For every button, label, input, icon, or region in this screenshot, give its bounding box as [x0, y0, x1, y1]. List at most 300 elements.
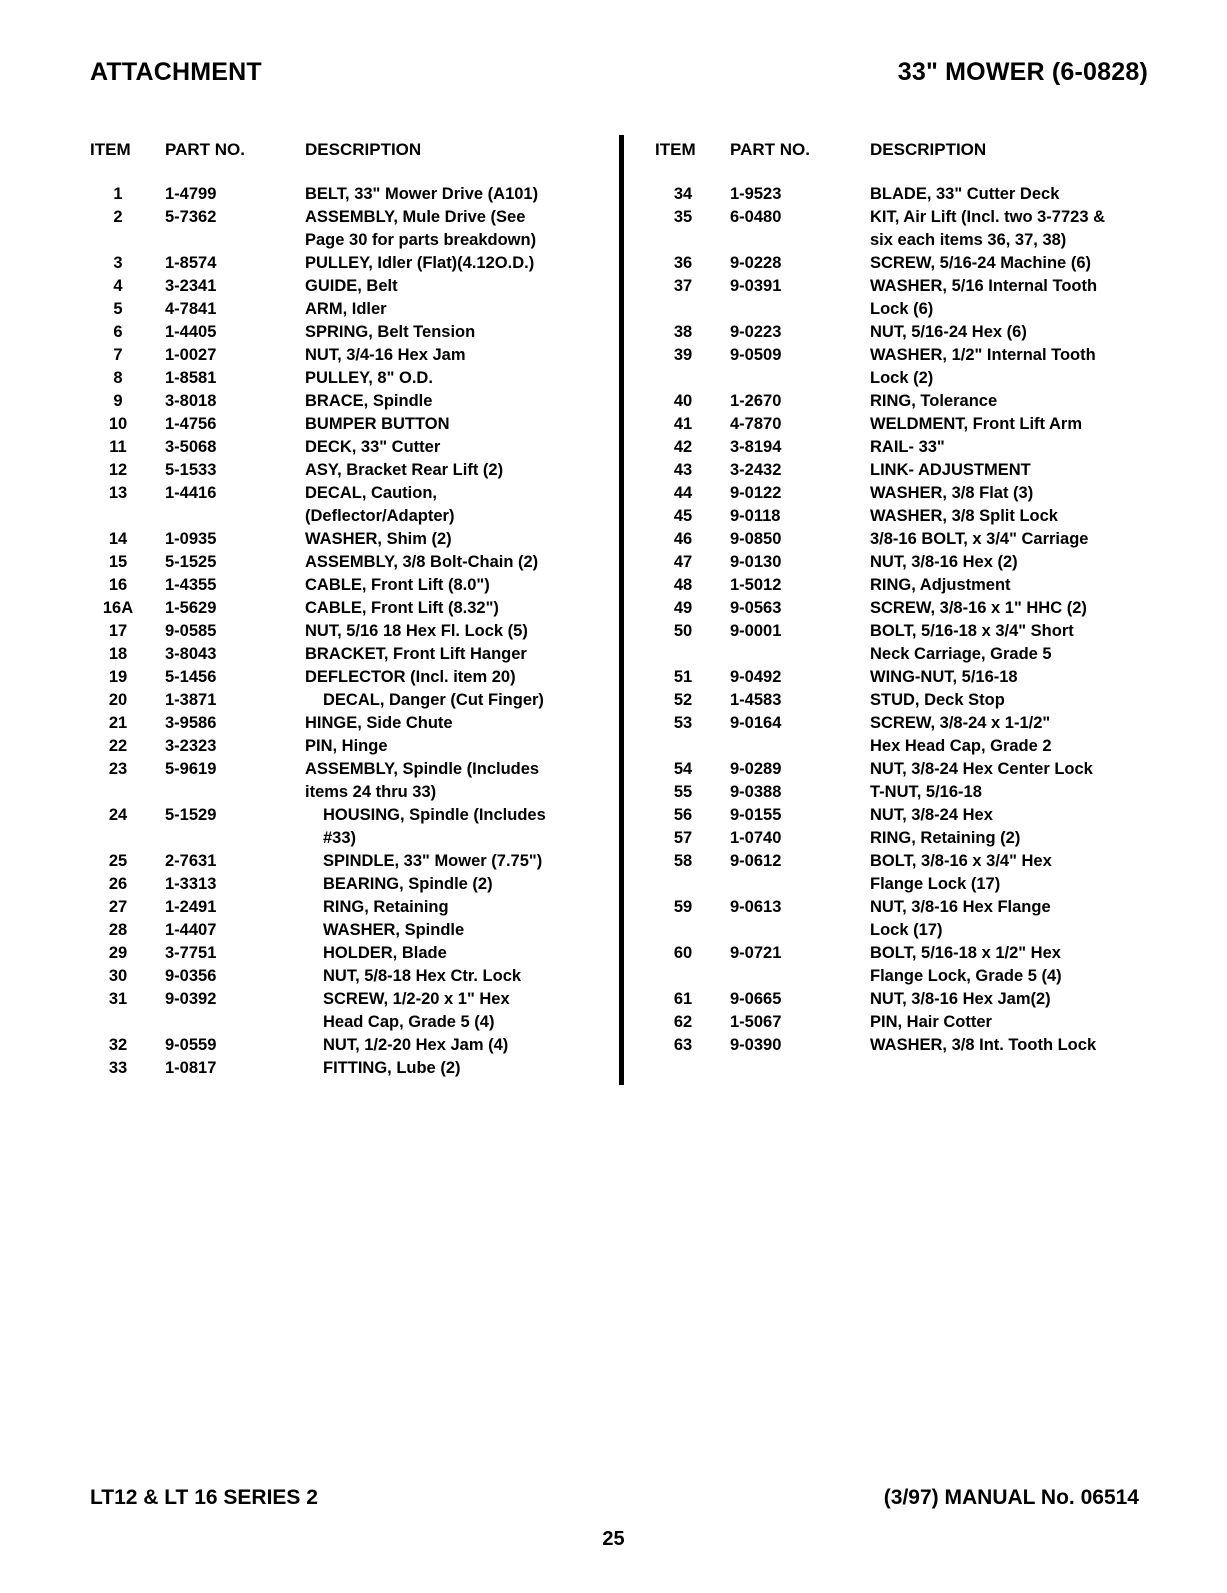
part-number-cell: 1-0817	[165, 1059, 217, 1077]
item-number-cell: 16	[108, 576, 128, 594]
description-cell	[305, 390, 595, 413]
table-row	[655, 942, 1155, 988]
table-row	[655, 988, 1155, 1011]
table-row	[90, 344, 595, 367]
part-number-cell: 1-8581	[165, 369, 217, 387]
description-cell	[305, 252, 595, 275]
column-header-row	[90, 140, 595, 160]
table-row	[90, 528, 595, 551]
table-row	[655, 436, 1155, 459]
item-number-cell: 17	[108, 622, 128, 640]
part-number-cell: 1-8574	[165, 254, 217, 272]
description-cell	[870, 942, 1155, 988]
description-line: WASHER, 3/8 Int. Tooth Lock	[870, 1036, 1097, 1054]
part-number-cell: 1-4799	[165, 185, 217, 203]
item-number-cell: 42	[673, 438, 693, 456]
description-cell	[305, 919, 595, 942]
description-line: NUT, 3/8-16 Hex (2)	[870, 553, 1018, 571]
part-number-cell: 1-5012	[730, 576, 782, 594]
part-number-cell: 3-2432	[730, 461, 782, 479]
item-column-header: ITEM	[90, 140, 131, 159]
manual-number-label: (3/97) MANUAL No. 06514	[883, 1486, 1139, 1509]
description-line: BOLT, 5/16-18 x 3/4" Short	[870, 622, 1074, 640]
description-cell	[305, 413, 595, 436]
description-line: PIN, Hair Cotter	[870, 1013, 992, 1031]
item-number-cell: 15	[108, 553, 128, 571]
part-number-cell: 9-0492	[730, 668, 782, 686]
description-line: WING-NUT, 5/16-18	[870, 668, 1018, 686]
description-cell	[305, 436, 595, 459]
description-cell	[305, 689, 595, 712]
part-number-cell: 9-0289	[730, 760, 782, 778]
part-number-cell: 6-0480	[730, 208, 782, 226]
description-cell	[870, 1034, 1155, 1057]
description-line: WASHER, 3/8 Split Lock	[870, 507, 1058, 525]
parts-column-right	[655, 140, 1155, 1057]
description-line: WASHER, 5/16 Internal Tooth	[870, 277, 1098, 295]
item-number-cell: 21	[108, 714, 128, 732]
part-number-cell: 1-0935	[165, 530, 217, 548]
attachment-title: 33" MOWER (6-0828)	[897, 58, 1148, 86]
description-line: NUT, 3/8-24 Hex	[870, 806, 993, 824]
description-line: six each items 36, 37, 38)	[870, 231, 1067, 249]
description-line: CABLE, Front Lift (8.32")	[305, 599, 499, 617]
item-number-cell: 61	[673, 990, 693, 1008]
description-line: BOLT, 3/8-16 x 3/4" Hex	[870, 852, 1052, 870]
item-number-cell: 3	[113, 254, 123, 272]
description-cell	[870, 574, 1155, 597]
part-number-cell: 5-1456	[165, 668, 217, 686]
description-line: NUT, 3/8-16 Hex Flange	[870, 898, 1051, 916]
part-number-cell: 9-0563	[730, 599, 782, 617]
item-number-cell: 44	[673, 484, 693, 502]
description-cell	[870, 528, 1155, 551]
description-line: #33)	[323, 829, 357, 847]
description-cell	[305, 528, 595, 551]
description-cell	[305, 1057, 595, 1080]
description-cell	[870, 689, 1155, 712]
part-number-cell: 1-4416	[165, 484, 217, 502]
description-cell	[305, 1034, 595, 1057]
part-number-cell: 3-7751	[165, 944, 217, 962]
part-number-cell: 9-0122	[730, 484, 782, 502]
part-number-cell: 3-2341	[165, 277, 217, 295]
table-row	[655, 344, 1155, 390]
table-row	[90, 367, 595, 390]
table-row	[655, 528, 1155, 551]
description-line: ARM, Idler	[305, 300, 387, 318]
description-cell	[870, 988, 1155, 1011]
item-number-cell: 47	[673, 553, 693, 571]
table-row	[90, 896, 595, 919]
part-number-cell: 1-4583	[730, 691, 782, 709]
description-cell	[305, 804, 595, 850]
description-cell	[305, 482, 595, 528]
description-line: NUT, 5/16-24 Hex (6)	[870, 323, 1027, 341]
item-number-cell: 1	[113, 185, 123, 203]
part-number-cell: 4-7870	[730, 415, 782, 433]
item-number-cell: 10	[108, 415, 128, 433]
description-line: Lock (2)	[870, 369, 934, 387]
item-number-cell: 55	[673, 783, 693, 801]
description-line: WASHER, Spindle	[323, 921, 465, 939]
table-row	[90, 390, 595, 413]
description-line: SCREW, 5/16-24 Machine (6)	[870, 254, 1091, 272]
table-row	[90, 183, 595, 206]
description-cell	[305, 298, 595, 321]
description-line: ASSEMBLY, 3/8 Bolt-Chain (2)	[305, 553, 539, 571]
table-row	[90, 850, 595, 873]
part-number-cell: 9-0559	[165, 1036, 217, 1054]
item-number-cell: 39	[673, 346, 693, 364]
table-row	[655, 712, 1155, 758]
description-line: ASSEMBLY, Mule Drive (See	[305, 208, 526, 226]
page-footer	[90, 1486, 1139, 1510]
description-cell	[870, 551, 1155, 574]
part-number-cell: 2-7631	[165, 852, 217, 870]
table-row	[90, 666, 595, 689]
description-cell	[305, 988, 595, 1034]
description-line: T-NUT, 5/16-18	[870, 783, 982, 801]
description-line: ASSEMBLY, Spindle (Includes	[305, 760, 540, 778]
description-cell	[305, 942, 595, 965]
description-line: HINGE, Side Chute	[305, 714, 453, 732]
description-cell	[305, 735, 595, 758]
description-cell	[305, 896, 595, 919]
description-cell	[870, 505, 1155, 528]
part-number-cell: 9-0155	[730, 806, 782, 824]
item-number-cell: 46	[673, 530, 693, 548]
part-number-cell: 9-0130	[730, 553, 782, 571]
description-line: HOUSING, Spindle (Includes	[323, 806, 546, 824]
item-number-cell: 11	[109, 438, 127, 456]
description-line: Head Cap, Grade 5 (4)	[323, 1013, 495, 1031]
description-line: Lock (6)	[870, 300, 934, 318]
part-number-cell: 1-4756	[165, 415, 217, 433]
description-cell	[870, 1011, 1155, 1034]
table-row	[90, 298, 595, 321]
item-number-cell: 57	[673, 829, 693, 847]
part-no-column-header: PART NO.	[165, 140, 245, 159]
item-number-cell: 27	[108, 898, 128, 916]
part-number-cell: 1-0027	[165, 346, 217, 364]
table-row	[655, 666, 1155, 689]
description-line: Flange Lock, Grade 5 (4)	[870, 967, 1062, 985]
description-line: NUT, 5/16 18 Hex Fl. Lock (5)	[305, 622, 528, 640]
part-number-cell: 1-4405	[165, 323, 217, 341]
table-row	[655, 206, 1155, 252]
table-row	[90, 804, 595, 850]
table-row	[655, 390, 1155, 413]
description-cell	[305, 275, 595, 298]
item-number-cell: 38	[673, 323, 693, 341]
parts-rows-right	[655, 183, 1155, 1057]
table-row	[655, 459, 1155, 482]
item-number-cell: 18	[108, 645, 128, 663]
table-row	[90, 988, 595, 1034]
description-line: items 24 thru 33)	[305, 783, 437, 801]
table-row	[655, 597, 1155, 620]
description-cell	[870, 482, 1155, 505]
description-line: BOLT, 5/16-18 x 1/2" Hex	[870, 944, 1061, 962]
description-line: PIN, Hinge	[305, 737, 388, 755]
item-number-cell: 31	[108, 990, 128, 1008]
item-number-cell: 22	[108, 737, 128, 755]
part-number-cell: 3-9586	[165, 714, 217, 732]
description-cell	[305, 712, 595, 735]
table-row	[90, 1057, 595, 1080]
column-divider	[619, 135, 624, 1085]
description-line: SPRING, Belt Tension	[305, 323, 476, 341]
table-row	[90, 620, 595, 643]
description-line: BUMPER BUTTON	[305, 415, 450, 433]
table-row	[90, 919, 595, 942]
table-row	[90, 413, 595, 436]
table-row	[655, 482, 1155, 505]
table-row	[655, 827, 1155, 850]
table-row	[90, 873, 595, 896]
description-cell	[305, 574, 595, 597]
item-number-cell: 28	[108, 921, 128, 939]
part-number-cell: 5-1529	[165, 806, 217, 824]
description-cell	[305, 666, 595, 689]
description-line: NUT, 1/2-20 Hex Jam (4)	[323, 1036, 509, 1054]
item-number-cell: 50	[673, 622, 693, 640]
description-line: PULLEY, Idler (Flat)(4.12O.D.)	[305, 254, 535, 272]
description-line: HOLDER, Blade	[323, 944, 447, 962]
table-row	[90, 942, 595, 965]
table-row	[655, 505, 1155, 528]
description-line: SCREW, 1/2-20 x 1" Hex	[323, 990, 510, 1008]
description-column-header: DESCRIPTION	[305, 140, 422, 159]
part-number-cell: 1-2670	[730, 392, 782, 410]
description-line: Page 30 for parts breakdown)	[305, 231, 537, 249]
item-number-cell: 51	[673, 668, 693, 686]
description-cell	[305, 321, 595, 344]
table-row	[655, 413, 1155, 436]
item-number-cell: 16A	[102, 599, 134, 617]
item-number-cell: 48	[673, 576, 693, 594]
item-number-cell: 4	[113, 277, 123, 295]
description-line: ASY, Bracket Rear Lift (2)	[305, 461, 504, 479]
description-line: RING, Tolerance	[870, 392, 998, 410]
item-number-cell: 14	[108, 530, 128, 548]
item-number-cell: 26	[108, 875, 128, 893]
item-number-cell: 7	[113, 346, 123, 364]
description-cell	[305, 965, 595, 988]
table-row	[90, 574, 595, 597]
table-row	[655, 321, 1155, 344]
item-number-cell: 37	[673, 277, 693, 295]
table-row	[90, 643, 595, 666]
table-row	[655, 896, 1155, 942]
description-line: (Deflector/Adapter)	[305, 507, 455, 525]
item-number-cell: 20	[108, 691, 128, 709]
description-cell	[870, 827, 1155, 850]
table-row	[655, 1011, 1155, 1034]
description-cell	[870, 459, 1155, 482]
item-column-header: ITEM	[655, 140, 696, 159]
item-number-cell: 58	[673, 852, 693, 870]
part-number-cell: 5-1525	[165, 553, 217, 571]
item-number-cell: 34	[673, 185, 693, 203]
table-row	[655, 758, 1155, 781]
item-number-cell: 33	[108, 1059, 128, 1077]
description-line: WELDMENT, Front Lift Arm	[870, 415, 1083, 433]
table-row	[90, 712, 595, 735]
description-line: BLADE, 33" Cutter Deck	[870, 185, 1060, 203]
table-row	[90, 551, 595, 574]
part-number-cell: 3-8043	[165, 645, 217, 663]
description-cell	[870, 436, 1155, 459]
description-cell	[305, 367, 595, 390]
description-cell	[870, 804, 1155, 827]
table-row	[655, 620, 1155, 666]
item-number-cell: 43	[673, 461, 693, 479]
description-line: DECAL, Caution,	[305, 484, 437, 502]
description-line: WASHER, 3/8 Flat (3)	[870, 484, 1034, 502]
part-number-cell: 9-0850	[730, 530, 782, 548]
part-number-cell: 9-0391	[730, 277, 782, 295]
description-line: KIT, Air Lift (Incl. two 3-7723 &	[870, 208, 1106, 226]
description-line: BEARING, Spindle (2)	[323, 875, 493, 893]
table-row	[655, 183, 1155, 206]
description-line: WASHER, Shim (2)	[305, 530, 452, 548]
table-row	[655, 850, 1155, 896]
description-cell	[305, 758, 595, 804]
item-number-cell: 19	[108, 668, 128, 686]
description-line: PULLEY, 8" O.D.	[305, 369, 433, 387]
table-row	[655, 804, 1155, 827]
description-line: NUT, 3/8-24 Hex Center Lock	[870, 760, 1093, 778]
part-number-cell: 1-3871	[165, 691, 217, 709]
part-number-cell: 1-9523	[730, 185, 782, 203]
description-cell	[870, 712, 1155, 758]
item-number-cell: 63	[673, 1036, 693, 1054]
item-number-cell: 29	[108, 944, 128, 962]
part-number-cell: 9-0613	[730, 898, 782, 916]
description-cell	[870, 390, 1155, 413]
part-number-cell: 9-0509	[730, 346, 782, 364]
table-row	[655, 551, 1155, 574]
part-number-cell: 3-8018	[165, 392, 217, 410]
table-row	[655, 689, 1155, 712]
item-number-cell: 54	[673, 760, 693, 778]
description-cell	[870, 321, 1155, 344]
part-number-cell: 9-0164	[730, 714, 782, 732]
description-line: DEFLECTOR (Incl. item 20)	[305, 668, 516, 686]
description-cell	[870, 597, 1155, 620]
part-number-cell: 1-4407	[165, 921, 217, 939]
page-number: 25	[602, 1528, 625, 1550]
item-number-cell: 52	[673, 691, 693, 709]
item-number-cell: 32	[108, 1036, 128, 1054]
item-number-cell: 59	[673, 898, 693, 916]
description-line: RAIL- 33"	[870, 438, 945, 456]
part-number-cell: 9-0390	[730, 1036, 782, 1054]
part-number-cell: 9-0223	[730, 323, 782, 341]
description-line: BELT, 33" Mower Drive (A101)	[305, 185, 539, 203]
description-cell	[870, 275, 1155, 321]
item-number-cell: 35	[673, 208, 693, 226]
description-cell	[870, 666, 1155, 689]
table-row	[90, 965, 595, 988]
part-number-cell: 9-0228	[730, 254, 782, 272]
table-row	[90, 758, 595, 804]
parts-rows-left	[90, 183, 595, 1080]
description-line: 3/8-16 BOLT, x 3/4" Carriage	[870, 530, 1089, 548]
section-title: ATTACHMENT	[90, 58, 262, 86]
description-line: BRACKET, Front Lift Hanger	[305, 645, 527, 663]
description-line: Lock (17)	[870, 921, 943, 939]
item-number-cell: 53	[673, 714, 693, 732]
page-header	[90, 58, 1148, 87]
description-cell	[305, 597, 595, 620]
item-number-cell: 56	[673, 806, 693, 824]
table-row	[90, 275, 595, 298]
description-line: RING, Retaining (2)	[870, 829, 1021, 847]
description-line: Neck Carriage, Grade 5	[870, 645, 1052, 663]
column-header-row	[655, 140, 1155, 160]
item-number-cell: 30	[108, 967, 128, 985]
description-cell	[870, 850, 1155, 896]
item-number-cell: 60	[673, 944, 693, 962]
model-series-label: LT12 & LT 16 SERIES 2	[90, 1486, 318, 1509]
item-number-cell: 8	[113, 369, 123, 387]
part-no-column-header: PART NO.	[730, 140, 810, 159]
description-line: Hex Head Cap, Grade 2	[870, 737, 1052, 755]
description-column-header: DESCRIPTION	[870, 140, 987, 159]
table-row	[90, 436, 595, 459]
table-row	[655, 275, 1155, 321]
description-line: SPINDLE, 33" Mower (7.75")	[323, 852, 543, 870]
description-line: NUT, 3/4-16 Hex Jam	[305, 346, 466, 364]
item-number-cell: 23	[108, 760, 128, 778]
part-number-cell: 1-5629	[165, 599, 217, 617]
table-row	[90, 459, 595, 482]
description-line: CABLE, Front Lift (8.0")	[305, 576, 490, 594]
table-row	[655, 781, 1155, 804]
table-row	[90, 689, 595, 712]
description-cell	[305, 551, 595, 574]
description-cell	[870, 413, 1155, 436]
part-number-cell: 1-4355	[165, 576, 217, 594]
part-number-cell: 9-0392	[165, 990, 217, 1008]
description-cell	[870, 781, 1155, 804]
description-line: NUT, 3/8-16 Hex Jam(2)	[870, 990, 1051, 1008]
part-number-cell: 1-2491	[165, 898, 217, 916]
table-row	[90, 735, 595, 758]
table-row	[90, 206, 595, 252]
item-number-cell: 9	[113, 392, 123, 410]
table-row	[90, 482, 595, 528]
item-number-cell: 12	[108, 461, 128, 479]
part-number-cell: 9-0388	[730, 783, 782, 801]
item-number-cell: 24	[108, 806, 128, 824]
part-number-cell: 4-7841	[165, 300, 217, 318]
description-cell	[305, 620, 595, 643]
table-row	[90, 597, 595, 620]
description-cell	[305, 459, 595, 482]
item-number-cell: 49	[673, 599, 693, 617]
description-line: LINK- ADJUSTMENT	[870, 461, 1031, 479]
item-number-cell: 6	[113, 323, 123, 341]
parts-column-left	[90, 140, 595, 1080]
description-cell	[870, 344, 1155, 390]
description-cell	[305, 183, 595, 206]
description-cell	[870, 758, 1155, 781]
description-cell	[305, 850, 595, 873]
